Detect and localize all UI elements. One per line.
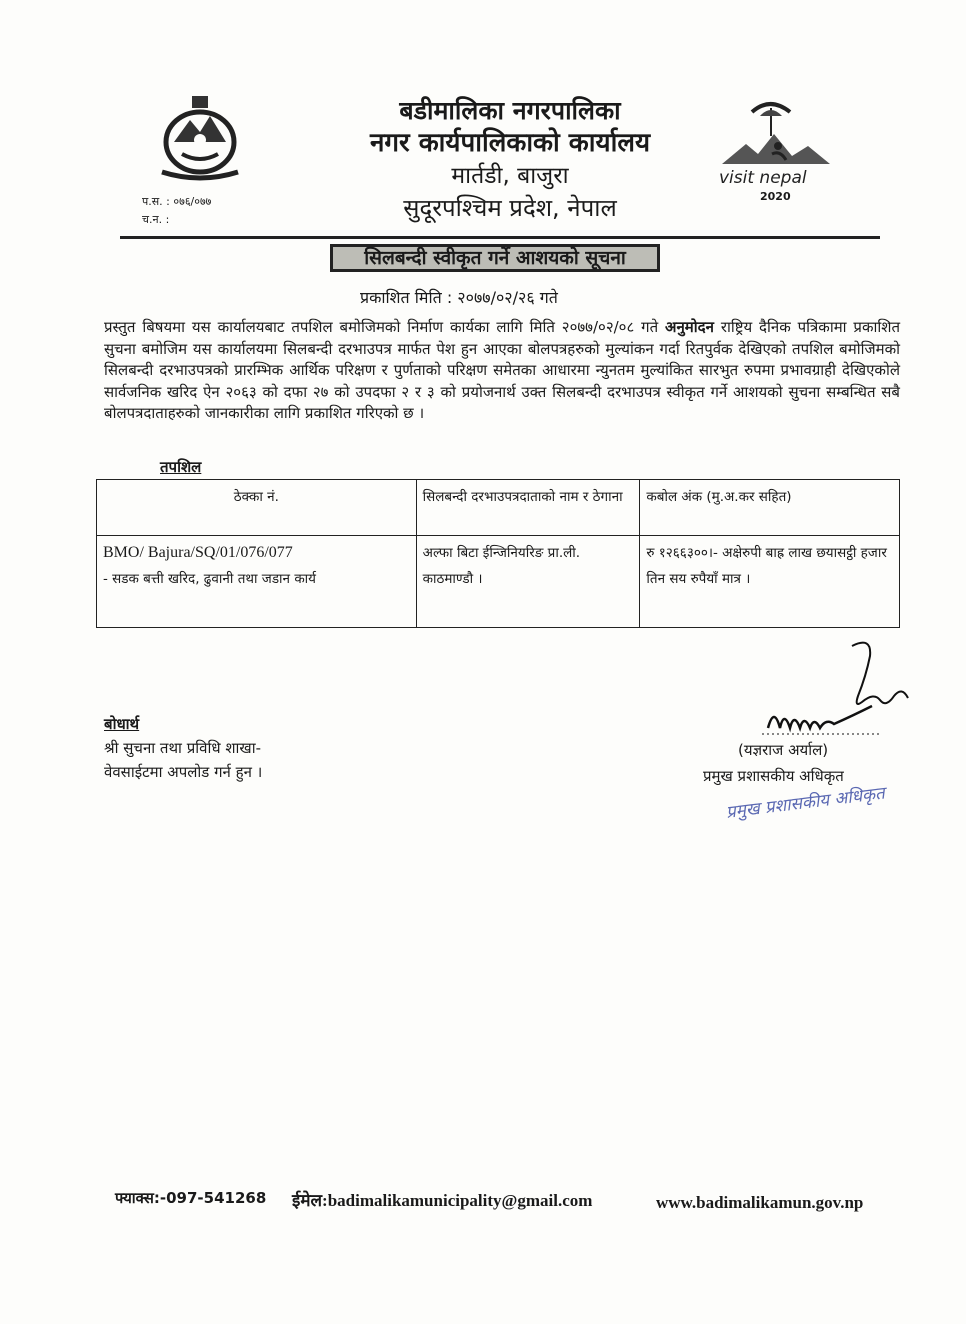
official-stamp: प्रमुख प्रशासकीय अधिकृत: [724, 783, 886, 823]
signature-icon: [762, 636, 922, 756]
visit-nepal-year: 2020: [760, 190, 791, 203]
header-bidder: सिलबन्दी दरभाउपत्रदाताको नाम र ठेगाना: [416, 480, 640, 536]
cc-label: बोधार्थ: [104, 715, 140, 733]
municipality-name: बडीमालिका नगरपालिका: [399, 96, 621, 125]
footer-website: www.badimalikamun.gov.np: [656, 1193, 864, 1212]
letterhead: [300, 96, 720, 224]
header-contract-no: ठेक्का नं.: [97, 480, 417, 536]
details-label: तपशिल: [160, 458, 202, 476]
notice-body: [104, 317, 900, 425]
signatory-name: (यज्ञराज अर्याल): [738, 741, 829, 759]
reference-number: प.स. : ०७६/०७७: [142, 195, 212, 208]
notice-body-bold: अनुमोदन: [665, 318, 714, 336]
cell-amount: रु १२६६३००।- अक्षेरुपी बाह्र लाख छयासट्ठी हजार तिन सय रुपैयाँ मात्र ।: [640, 536, 900, 628]
notice-body-end: राष्ट्रिय दैनिक पत्रिकामा प्रकाशित सुचना बमोजिम यस कार्यालयमा सिलबन्दी दरभाउपत्र मार्फत पेश हुन आएका बोलपत्रहरुको मुल्यांकन गर्दा रितपुर्वक देखिएको तपशिल बमोजिमको सिलबन्दी दरभाउपत्रको प्रारम्भिक आर्थिक परिक्षण र पुर्णताको परिक्षण समेतका आधारमा न्युनतम मुल्यांकित सारभुत रुपमा प्रभावग्राही देखिएकोले सार्वजनिक खरिद ऐन २०६३ को दफा २७ को उपदफा २ र ३ को प्रयोजनार्थ उक्त सिलबन्दी दरभाउपत्र स्वीकृत गर्ने आशयको सुचना सम्बन्धित सबै बोलपत्रदाताहरुको जानकारीका लागि प्रकाशित गरिएको छ ।: [104, 318, 901, 422]
table-row: [97, 536, 900, 628]
notice-title: सिलबन्दी स्वीकृत गर्ने आशयको सूचना: [330, 244, 660, 272]
office-name: नगर कार्यपालिकाको कार्यालय: [369, 128, 651, 158]
header-divider: [120, 236, 880, 239]
cc-instruction: वेवसाईटमा अपलोड गर्न हुन ।: [104, 763, 263, 781]
header-amount: कबोल अंक (मु.अ.कर सहित): [640, 480, 900, 536]
notice-body-start: प्रस्तुत बिषयमा यस कार्यालयबाट तपशिल बमोजिमको निर्माण कार्यका लागि मिति २०७७/०२/०८ गते: [104, 318, 666, 336]
reference-block: [142, 193, 211, 229]
contract-number: BMO/ Bajura/SQ/01/076/077: [103, 544, 293, 561]
published-date: प्रकाशित मिति : २०७७/०२/२६ गते: [360, 288, 558, 307]
bid-details-table: [96, 479, 900, 628]
office-location: मार्तडी, बाजुरा: [451, 163, 569, 189]
province-country: सुदूरपश्चिम प्रदेश, नेपाल: [403, 194, 617, 222]
footer-email: ईमेल:badimalikamunicipality@gmail.com: [292, 1191, 593, 1210]
nepal-emblem-icon: [152, 92, 248, 182]
contract-description: - सडक बत्ती खरिद, ढुवानी तथा जडान कार्य: [103, 571, 317, 587]
visit-nepal-text: visit nepal: [719, 168, 807, 188]
table-header-row: [97, 480, 900, 536]
cc-recipient: श्री सुचना तथा प्रविधि शाखा-: [104, 739, 261, 757]
dispatch-number: च.न. :: [142, 213, 170, 226]
footer-fax: फ्याक्स:-097-541268: [115, 1189, 267, 1207]
cell-contract: [97, 536, 417, 628]
cell-bidder: अल्फा बिटा ईन्जिनियरिङ प्रा.ली. काठमाण्डौ ।: [416, 536, 640, 628]
signatory-title: प्रमुख प्रशासकीय अधिकृत: [703, 767, 844, 785]
